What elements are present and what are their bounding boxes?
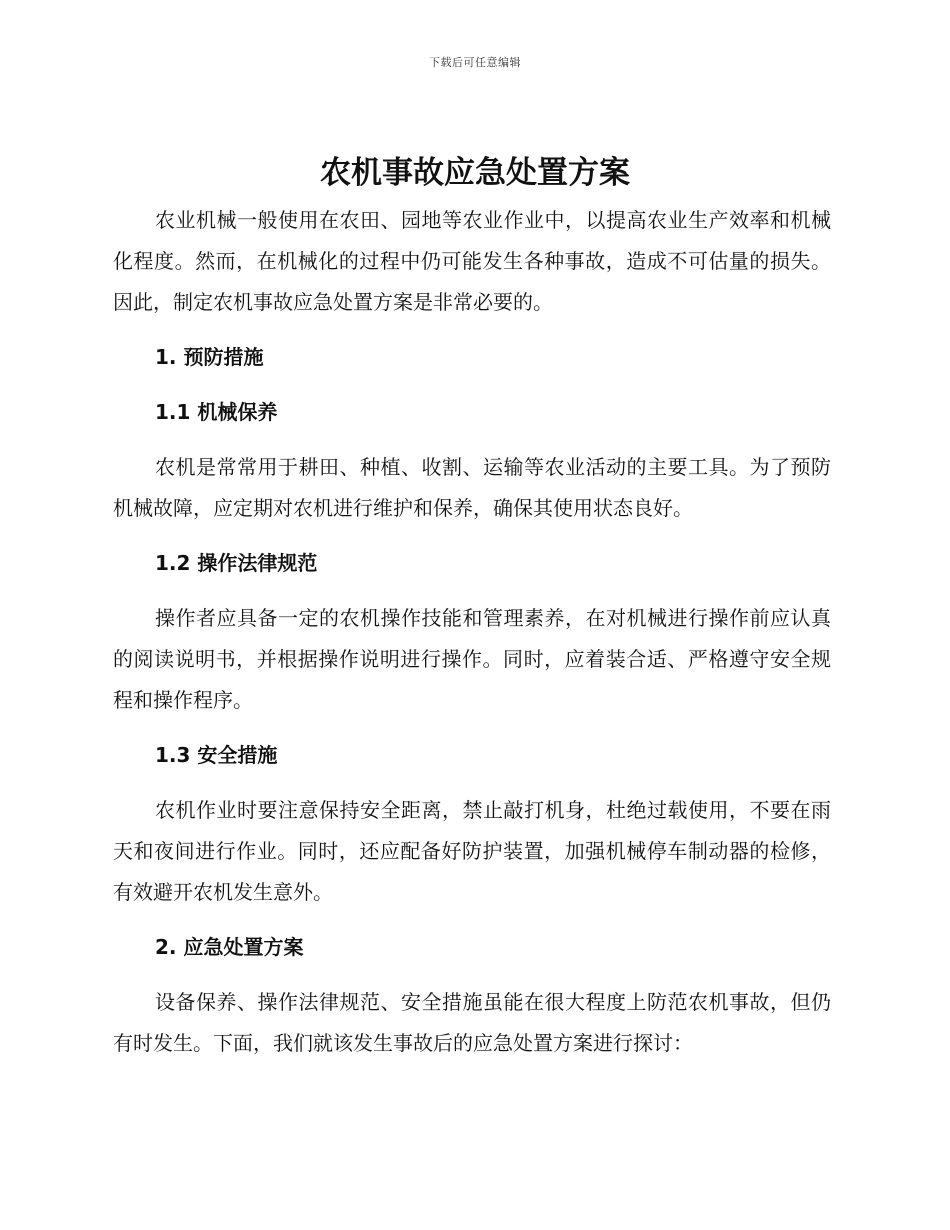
document-title: 农机事故应急处置方案 xyxy=(320,155,630,191)
safety-paragraph: 农机作业时要注意保持安全距离，禁止敲打机身，杜绝过载使用，不要在雨天和夜间进行作业。同时，还应配备好防护装置，加强机械停车制动器的检修，有效避开农机发生意外。 xyxy=(113,798,831,904)
section-heading-emergency: 2. 应急处置方案 xyxy=(155,935,304,959)
subsection-heading-maintenance: 1.1 机械保养 xyxy=(155,400,278,424)
maintenance-paragraph: 农机是常常用于耕田、种植、收割、运输等农业活动的主要工具。为了预防机械故障，应定期对农机进行维护和保养，确保其使用状态良好。 xyxy=(113,455,831,520)
subsection-heading-operation-rules: 1.2 操作法律规范 xyxy=(155,551,318,575)
operation-rules-paragraph: 操作者应具备一定的农机操作技能和管理素养，在对机械进行操作前应认真的阅读说明书，并根据操作说明进行操作。同时，应着装合适、严格遵守安全规程和操作程序。 xyxy=(113,606,831,712)
page-header-note: 下载后可任意编辑 xyxy=(429,56,521,69)
document-body xyxy=(113,200,831,1064)
intro-paragraph: 农业机械一般使用在农田、园地等农业作业中，以提高农业生产效率和机械化程度。然而，在机械化的过程中仍可能发生各种事故，造成不可估量的损失。因此，制定农机事故应急处置方案是非常必要的。 xyxy=(113,208,831,314)
emergency-paragraph: 设备保养、操作法律规范、安全措施虽能在很大程度上防范农机事故，但仍有时发生。下面，我们就该发生事故后的应急处置方案进行探讨： xyxy=(113,990,831,1055)
subsection-heading-safety: 1.3 安全措施 xyxy=(155,743,278,767)
section-heading-prevention: 1. 预防措施 xyxy=(155,345,264,369)
